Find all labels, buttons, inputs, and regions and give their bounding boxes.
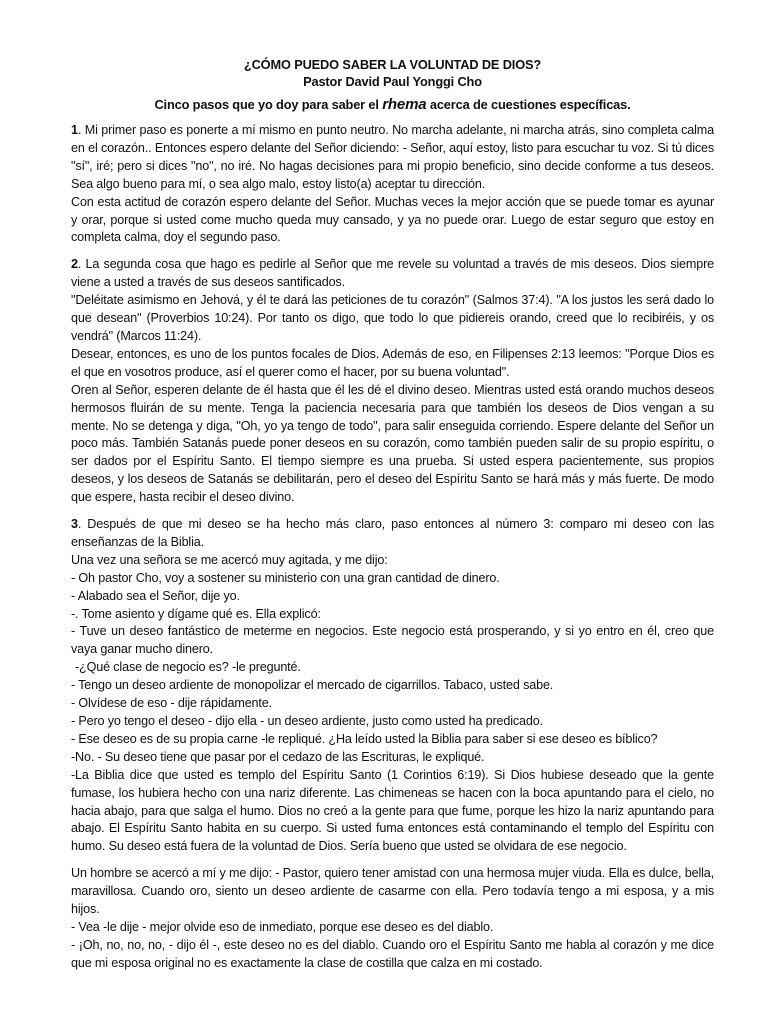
section-4: [71, 865, 714, 972]
document-subtitle: [71, 96, 714, 114]
section-1-line-1: [71, 122, 714, 194]
section-3: [71, 516, 714, 856]
section-3-line-3: - Oh pastor Cho, voy a sostener su ministerio con una gran cantidad de dinero.: [71, 570, 500, 585]
section-3-line-12: -No. - Su deseo tiene que pasar por el cedazo de las Escrituras, le expliqué.: [71, 749, 485, 764]
section-2-number: 2: [71, 257, 78, 272]
subtitle-text-start: Cinco pasos que yo doy para saber el: [154, 97, 383, 112]
section-2-line-4: Oren al Señor, esperen delante de él hasta que él les dé el divino deseo. Mientras usted está orando muchos deseos hermosos fluirán de su mente. Tenga la paciencia necesaria para que también los deseos de Dios vengan a su mente. No se detenga y diga, "Oh, yo ya tengo de todo", para salir enseguida corriendo. Espere delante del Señor un poco más. También Satanás puede poner deseos en su corazón, como también pueden salir de su propio espíritu, o ser dados por el Espíritu Santo. El tiempo siempre es una prueba. Si usted espera pacientemente, sus propios deseos, y los deseos de Satanás se debilitarán, pero el deseo del Espíritu Santo se hará más y más fuerte. De modo que espere, hasta recibir el deseo divino.: [71, 382, 714, 505]
section-3-line-13: -La Biblia dice que usted es templo del Espíritu Santo (1 Corintios 6:19). Si Dios hubiese deseado que la gente fumase, los hubiera hecho con una nariz diferente. Las chimeneas se hacen con la boca apuntando para el cielo, no hacia abajo, para que salga el humo. Dios no creó a la gente para que fume, porque les hizo la nariz apuntando para abajo. El Espíritu Santo habita en su cuerpo. Si usted fuma entonces está contaminando el templo del Espíritu con humo. Su deseo está fuera de la voluntad de Dios. Sería bueno que usted se olvidara de ese negocio.: [71, 767, 714, 854]
section-3-line-10: - Pero yo tengo el deseo - dijo ella - un deseo ardiente, justo como usted ha predicado.: [71, 714, 543, 728]
section-2-line-3: Desear, entonces, es uno de los puntos focales de Dios. Además de eso, en Filipenses 2:13 leemos: "Porque Dios es el que en vosotros produce, así el querer como el hacer, por su buena voluntad".: [71, 346, 714, 379]
section-2-line-2: "Deléitate asimismo en Jehová, y él te dará las peticiones de tu corazón" (Salmos 37:4). "A los justos les será dado lo que desean" (Proverbios 10:24). Por tanto os digo, que todo lo que pidiereis orando, creed que lo recibiréis, y os vendrá" (Marcos 11:24).: [71, 293, 714, 343]
section-4-line-2: - Vea -le dije - mejor olvide eso de inmediato, porque ese deseo es del diablo.: [71, 919, 494, 934]
section-3-line-9: - Olvídese de eso - dije rápidamente.: [71, 696, 272, 711]
section-4-line-3: - ¡Oh, no, no, no, - dijo él -, este deseo no es del diablo. Cuando oro el Espíritu Santo me habla al corazón y me dice que mi esposa original no es exactamente la clase de costilla que calza en mi costado.: [71, 937, 714, 970]
section-3-line-6: - Tuve un deseo fantástico de meterme en negocios. Este negocio está prosperando, y si yo entro en él, creo que vaya ganar mucho dinero.: [71, 624, 714, 657]
section-3-line-4: - Alabado sea el Señor, dije yo.: [71, 588, 240, 603]
section-1-number: 1: [71, 123, 78, 137]
section-3-line-1: [71, 516, 714, 552]
document-body: [71, 56, 714, 982]
section-2-line-1: [71, 256, 714, 292]
section-3-line-8: - Tengo un deseo ardiente de monopolizar el mercado de cigarrillos. Tabaco, usted sabe.: [71, 678, 554, 693]
section-4-line-1: Un hombre se acercó a mí y me dijo: - Pastor, quiero tener amistad con una hermosa mujer viuda. Ella es dulce, bella, maravillosa. Cuando oro, siento un deseo ardiente de casarme con ella. Pero todavía tengo a mi esposa, y a mis hijos.: [71, 866, 714, 917]
section-3-line-2: Una vez una señora se me acercó muy agitada, y me dijo:: [71, 552, 388, 567]
document-title: ¿CÓMO PUEDO SABER LA VOLUNTAD DE DIOS?: [243, 57, 542, 72]
section-3-line-7: -¿Qué clase de negocio es? -le pregunté.: [75, 660, 301, 675]
section-3-number: 3: [71, 517, 78, 532]
section-1-line-2: Con esta actitud de corazón espero delante del Señor. Muchas veces la mejor acción que se puede tomar es ayunar y orar, porque si usted come mucho queda muy cansado, y ya no puede orar. Luego de estar seguro que estoy en completa calma, doy el segundo paso.: [71, 194, 714, 245]
section-3-text: . Después de que mi deseo se ha hecho más claro, paso entonces al número 3: comparo mi deseo con las enseñanzas de la Biblia.: [71, 517, 714, 549]
section-1-text: . Mi primer paso es ponerte a mí mismo en punto neutro. No marcha adelante, ni marcha atrás, sino completa calma en el corazón.. Entonces espero delante del Señor diciendo: - Señor, aquí estoy, listo para escuchar tu voz. Si tú dices "sí", iré; pero si dices "no", no iré. No hagas decisiones para mi propio beneficio, sino decide conforme a tus deseos. Sea algo bueno para mí, o sea algo malo, estoy listo(a) aceptar tu dirección.: [71, 123, 714, 191]
section-3-line-5: -. Tome asiento y dígame qué es. Ella explicó:: [71, 606, 321, 621]
document-author: Pastor David Paul Yonggi Cho: [303, 74, 482, 89]
section-2: [71, 256, 714, 507]
section-2-text: . La segunda cosa que hago es pedirle al Señor que me revele su voluntad a través de mis deseos. Dios siempre viene a usted a través de sus deseos santificados.: [71, 257, 714, 290]
subtitle-text-end: acerca de cuestiones específicas.: [426, 97, 631, 112]
section-1: [71, 122, 714, 247]
section-3-line-11: - Ese deseo es de su propia carne -le repliqué. ¿Ha leído usted la Biblia para saber si ese deseo es bíblico?: [71, 731, 658, 746]
subtitle-rhema-word: rhema: [382, 96, 427, 113]
